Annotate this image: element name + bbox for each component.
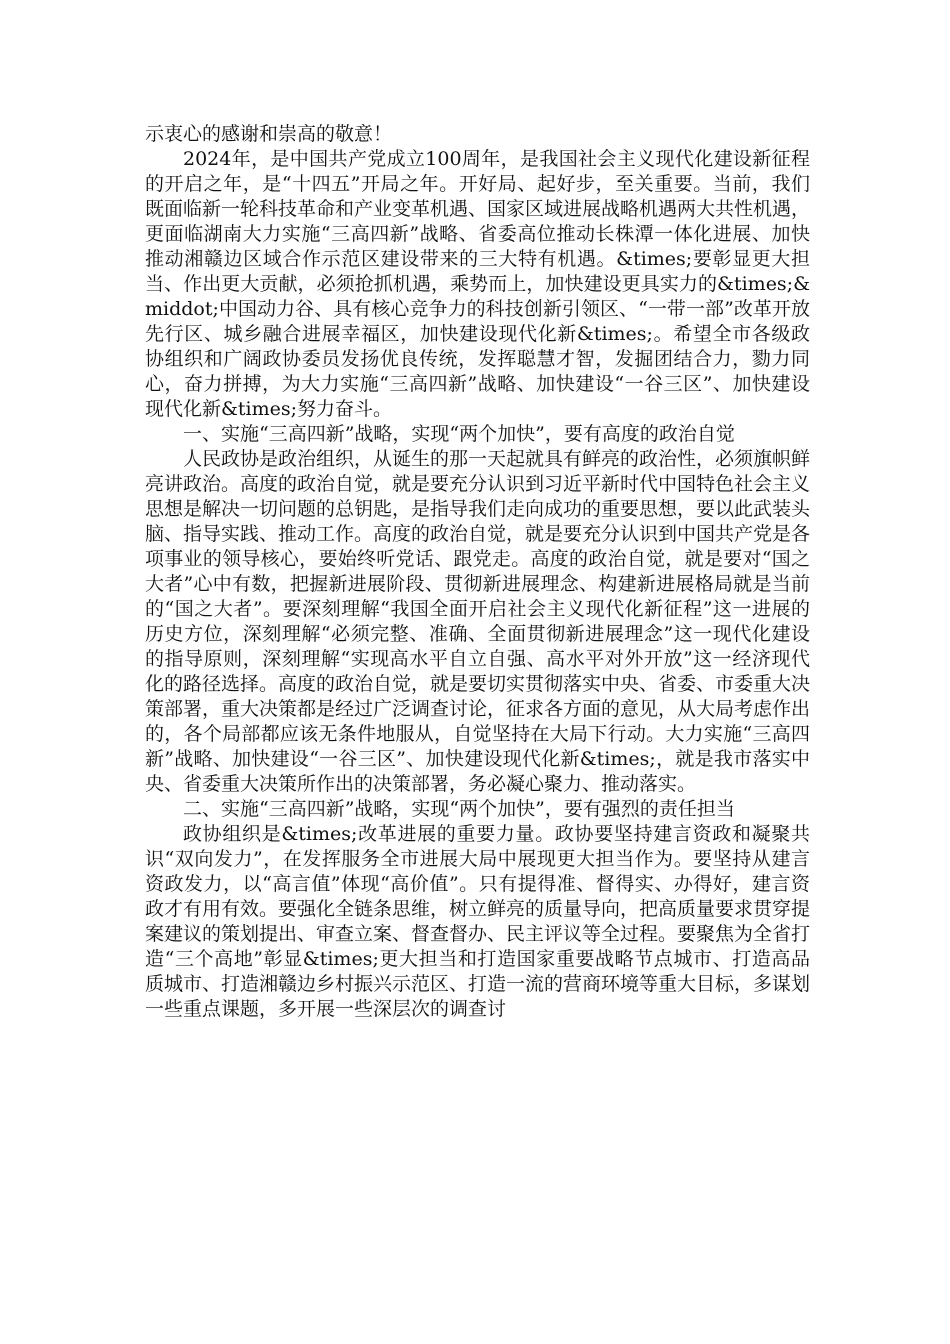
section-heading-2: 二、实施“三高四新”战略，实现“两个加快”，要有强烈的责任担当 xyxy=(183,798,735,820)
document-page xyxy=(145,122,810,1022)
paragraph-continuation: 示衷心的感谢和崇高的敬意！ xyxy=(145,123,393,145)
paragraph-opportunities: 2024年，是中国共产党成立100周年，是我国社会主义现代化建设新征程的开启之年，是“十四五”开局之年。开好局、起好步，至关重要。当前，我们既面临新一轮科技革命和产业变革机遇、国家区域进展战略机遇两大共性机遇，更面临湖南大力实施“三高四新”战略、省委高位推动长株潭一体化进展、加快推动湘赣边区域合作示范区建设带来的三大特有机遇。&times;要彰显更大担当、作出更大贡献，必须抢抓机遇，乘势而上，加快建设更具实力的&times;&middot;中国动力谷、具有核心竞争力的科技创新引领区、“一带一部”改革开放先行区、城乡融合进展幸福区，加快建设现代化新&times;。希望全市各级政协组织和广阔政协委员发扬优良传统，发挥聪慧才智，发掘团结合力，勠力同心，奋力拼搏，为大力实施“三高四新”战略、加快建设“一谷三区”、加快建设现代化新&times;努力奋斗。 xyxy=(145,148,811,420)
paragraph-responsibility: 政协组织是&times;改革进展的重要力量。政协要坚持建言资政和凝聚共识“双向发力”，在发挥服务全市进展大局中展现更大担当作为。要坚持从建言资政发力，以“高言值”体现“高价值”。只有提得准、督得实、办得好，建言资政才有用有效。要强化全链条思维，树立鲜亮的质量导向，把高质量要求贯穿提案建议的策划提出、审查立案、督查督办、民主评议等全过程。要聚焦为全省打造“三个高地”彰显&times;更大担当和打造国家重要战略节点城市、打造高品质城市、打造湘赣边乡村振兴示范区、打造一流的营商环境等重大目标，多谋划一些重点课题，多开展一些深层次的调查讨 xyxy=(145,823,811,1020)
paragraph-political-awareness: 人民政协是政治组织，从诞生的那一天起就具有鲜亮的政治性，必须旗帜鲜亮讲政治。高度的政治自觉，就是要充分认识到习近平新时代中国特色社会主义思想是解决一切问题的总钥匙，是指导我们走向成功的重要思想，要以此武装头脑、指导实践、推动工作。高度的政治自觉，就是要充分认识到中国共产党是各项事业的领导核心，要始终听党话、跟党走。高度的政治自觉，就是要对“国之大者”心中有数，把握新进展阶段、贯彻新进展理念、构建新进展格局就是当前的“国之大者”。要深刻理解“我国全面开启社会主义现代化新征程”这一进展的历史方位，深刻理解“必须完整、准确、全面贯彻新进展理念”这一现代化建设的指导原则，深刻理解“实现高水平自立自强、高水平对外开放”这一经济现代化的路径选择。高度的政治自觉，就是要切实贯彻落实中央、省委、市委重大决策部署，重大决策都是经过广泛调查讨论，征求各方面的意见，从大局考虑作出的，各个局部都应该无条件地服从，自觉坚持在大局下行动。大力实施“三高四新”战略、加快建设“一谷三区”、加快建设现代化新&times;，就是我市落实中央、省委重大决策所作出的决策部署，务必凝心聚力、推动落实。 xyxy=(145,448,811,795)
section-heading-1: 一、实施“三高四新”战略，实现“两个加快”，要有高度的政治自觉 xyxy=(183,423,735,445)
